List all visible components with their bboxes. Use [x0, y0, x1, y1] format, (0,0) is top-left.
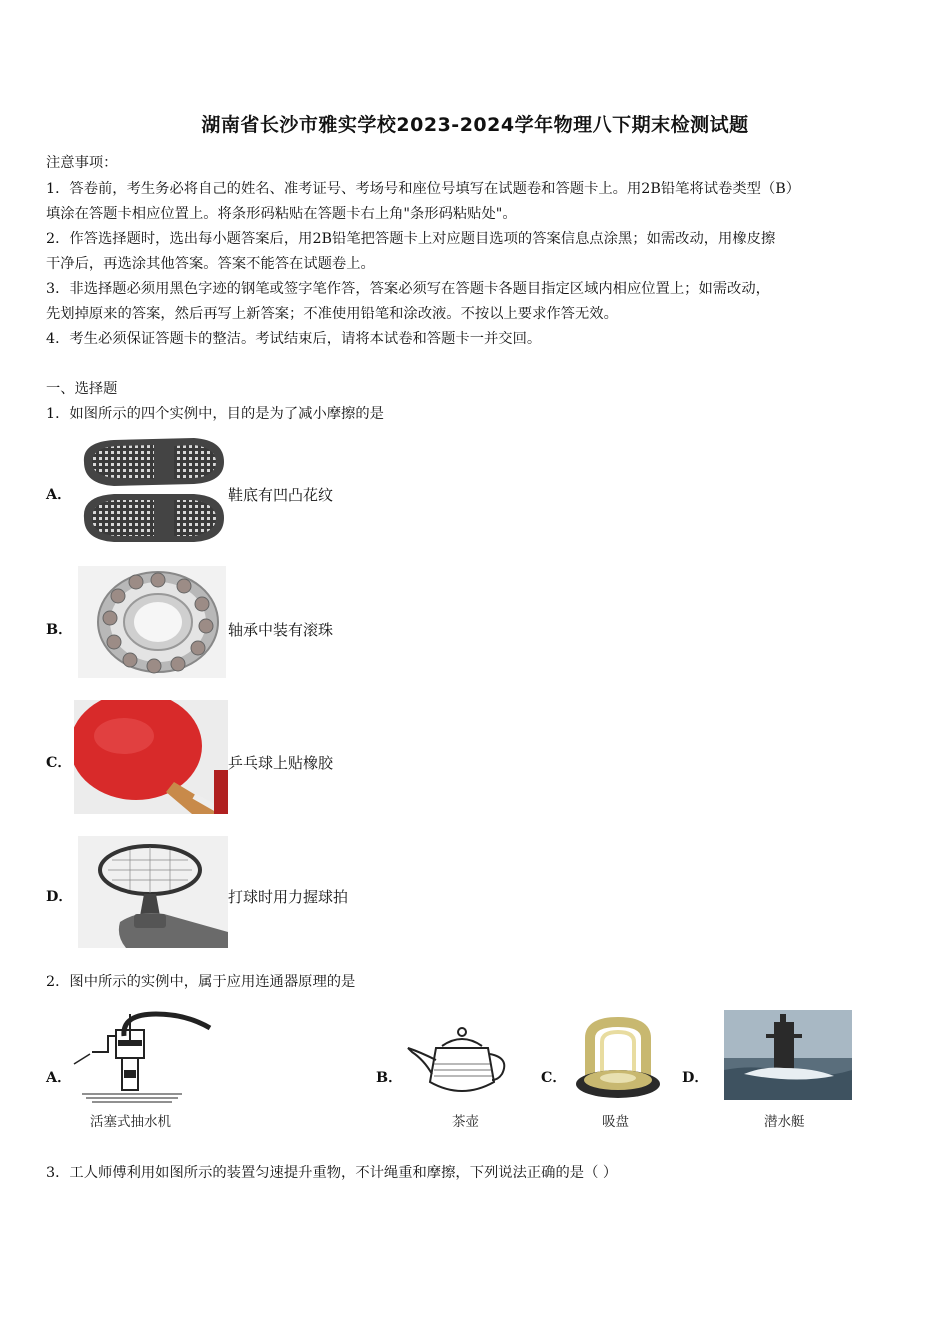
q2-option-a-letter: A． [46, 1070, 72, 1086]
q1-option-d-text: 打球时用力握球拍 [228, 888, 349, 906]
q2-caption-suction-cup: 吸盘 [602, 1114, 629, 1130]
paper-title: 湖南省长沙市雅实学校2023-2024学年物理八下期末检测试题 [201, 114, 749, 136]
q1-option-b-text: 轴承中装有滚珠 [228, 621, 334, 639]
q1-option-c-text: 乒乓球上贴橡胶 [228, 754, 334, 772]
notice-line: 先划掉原来的答案，然后再写上新答案；不准使用铅笔和涂改液。不按以上要求作答无效。 [46, 306, 618, 322]
notice-line: 填涂在答题卡相应位置上。将条形码粘贴在答题卡右上角"条形码粘贴处"。 [46, 206, 517, 222]
notice-line: 4．考生必须保证答题卡的整洁。考试结束后，请将本试卷和答题卡一并交回。 [46, 331, 542, 347]
notice-line: 3．非选择题必须用黑色字迹的钢笔或签字笔作答，答案必须写在答题卡各题目指定区域内相应位置上；如需改动， [46, 281, 770, 297]
q1-option-c-letter: C． [46, 755, 72, 771]
teapot-image [406, 1026, 510, 1102]
notice-line: 干净后，再选涂其他答案。答案不能答在试题卷上。 [46, 256, 375, 272]
q2-option-d-letter: D． [682, 1070, 709, 1086]
q2-option-b-letter: B． [376, 1070, 403, 1086]
q2-caption-pump: 活塞式抽水机 [90, 1114, 171, 1130]
ball-bearing-image [78, 566, 226, 678]
q2-caption-teapot: 茶壶 [452, 1114, 479, 1130]
question-3-stem: 3．工人师傅利用如图所示的装置匀速提升重物，不计绳重和摩擦，下列说法正确的是（ ） [46, 1165, 618, 1181]
paddle-image [74, 700, 228, 814]
notice-heading: 注意事项： [46, 155, 118, 171]
submarine-image [724, 1010, 852, 1100]
q1-option-a-letter: A． [46, 487, 72, 503]
q1-option-a-text: 鞋底有凹凸花纹 [228, 486, 334, 504]
racket-grip-image [78, 836, 228, 948]
q2-option-c-letter: C． [541, 1070, 567, 1086]
q1-option-b-letter: B． [46, 622, 73, 638]
piston-pump-image [72, 1010, 214, 1108]
shoe-sole-image [74, 432, 228, 548]
notice-line: 2．作答选择题时，选出每小题答案后，用2B铅笔把答题卡上对应题目选项的答案信息点涂黑；如需改动，用橡皮擦 [46, 231, 776, 247]
suction-cup-image [572, 1016, 664, 1106]
question-2-stem: 2．图中所示的实例中，属于应用连通器原理的是 [46, 974, 356, 990]
section-heading: 一、选择题 [46, 381, 118, 397]
q1-option-d-letter: D． [46, 889, 73, 905]
notice-line: 1．答卷前，考生务必将自己的姓名、准考证号、考场号和座位号填写在试题卷和答题卡上。用2B铅笔将试卷类型（B） [46, 181, 801, 197]
question-1-stem: 1．如图所示的四个实例中，目的是为了减小摩擦的是 [46, 406, 384, 422]
q2-caption-submarine: 潜水艇 [764, 1114, 805, 1130]
